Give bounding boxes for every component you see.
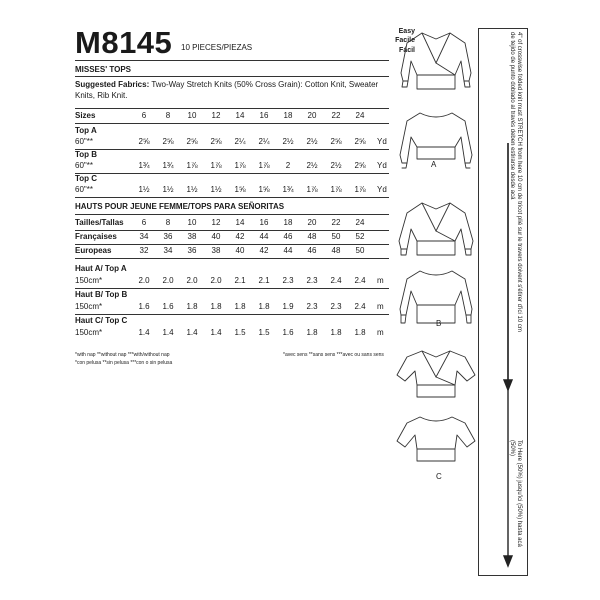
row-label: 60"** bbox=[75, 185, 93, 194]
size-row bbox=[75, 218, 395, 229]
garment-illustrations bbox=[395, 25, 477, 565]
table-cell: 40 bbox=[235, 246, 245, 255]
table-cell: 1⅞ bbox=[330, 185, 342, 194]
table-cell: 2.3 bbox=[306, 302, 318, 311]
table-cell: 1.4 bbox=[210, 328, 222, 337]
row-label: Françaises bbox=[75, 232, 117, 241]
difficulty-fr: Facile bbox=[395, 37, 415, 45]
table-cell: 48 bbox=[307, 232, 317, 241]
table-row bbox=[75, 161, 395, 172]
table-cell: 24 bbox=[355, 218, 365, 227]
table-cell: 2.4 bbox=[354, 276, 366, 285]
table-cell: 6 bbox=[141, 218, 147, 227]
table-cell: 1.8 bbox=[330, 328, 342, 337]
table-cell: 1.5 bbox=[258, 328, 270, 337]
unit-label: Yd bbox=[377, 185, 387, 194]
fabrics-text: Two-Way Stretch Knits (50% Cross Grain): Cotton Knit, Sweater Knits, Rib Knit. bbox=[75, 80, 379, 100]
table-row bbox=[75, 185, 395, 196]
sizes-row bbox=[75, 111, 395, 122]
table-cell: 20 bbox=[307, 111, 317, 120]
footnote-en: *with nap **without nap ***with/without nap bbox=[75, 352, 170, 358]
metric-heading: HAUTS POUR JEUNE FEMME/TOPS PARA SEÑORITAS bbox=[75, 202, 285, 211]
row-label: Top C bbox=[75, 174, 98, 183]
section-title: MISSES' TOPS bbox=[75, 65, 131, 74]
table-cell: 20 bbox=[307, 218, 317, 227]
table-cell: 18 bbox=[283, 218, 293, 227]
row-label: Sizes bbox=[75, 111, 96, 120]
table-cell: 1.8 bbox=[354, 328, 366, 337]
view-c-front-illustration bbox=[397, 351, 475, 397]
table-cell: 2½ bbox=[330, 161, 342, 170]
divider bbox=[75, 197, 389, 198]
divider bbox=[75, 244, 389, 245]
table-cell: 1¾ bbox=[138, 161, 150, 170]
table-cell: 36 bbox=[163, 232, 173, 241]
table-cell: 2.4 bbox=[354, 302, 366, 311]
table-cell: 40 bbox=[211, 232, 221, 241]
view-letter-a: A bbox=[431, 160, 437, 169]
table-row bbox=[75, 328, 395, 339]
table-cell: 2⅝ bbox=[186, 137, 198, 146]
table-cell: 38 bbox=[187, 232, 197, 241]
table-cell: 1.8 bbox=[306, 328, 318, 337]
view-a-front-illustration bbox=[401, 33, 471, 89]
unit-label: m bbox=[377, 276, 384, 285]
table-cell: 1⅞ bbox=[306, 185, 318, 194]
table-cell: 46 bbox=[307, 246, 317, 255]
row-label: Haut B/ Top B bbox=[75, 290, 128, 299]
view-letter-b: B bbox=[436, 319, 442, 328]
table-cell: 44 bbox=[283, 246, 293, 255]
pieces-count: 10 PIECES/PIEZAS bbox=[181, 43, 253, 52]
table-row bbox=[75, 137, 395, 148]
table-cell: 1.5 bbox=[234, 328, 246, 337]
divider bbox=[75, 60, 389, 61]
table-cell: 42 bbox=[259, 246, 269, 255]
table-cell: 1.9 bbox=[282, 302, 294, 311]
table-cell: 2⅝ bbox=[330, 137, 342, 146]
footnote-fr: *avec sens **sans sens ***avec ou sans sens bbox=[283, 352, 384, 358]
table-cell: 10 bbox=[187, 218, 197, 227]
view-row bbox=[75, 290, 395, 301]
stretch-gauge-end-label: To Here (50%) jusqu'ici (50%) hasta acá (50%) bbox=[508, 440, 522, 547]
table-cell: 48 bbox=[331, 246, 341, 255]
table-cell: 2¼ bbox=[258, 137, 270, 146]
table-cell: 46 bbox=[283, 232, 293, 241]
table-cell: 1.4 bbox=[186, 328, 198, 337]
table-cell: 1.6 bbox=[162, 302, 174, 311]
row-label: 150cm* bbox=[75, 302, 103, 311]
table-cell: 1½ bbox=[138, 185, 150, 194]
row-label: Haut A/ Top A bbox=[75, 264, 127, 273]
difficulty-en: Easy bbox=[398, 28, 415, 35]
table-cell: 34 bbox=[139, 232, 149, 241]
table-cell: 2.0 bbox=[162, 276, 174, 285]
view-row bbox=[75, 126, 395, 137]
table-cell: 16 bbox=[259, 218, 269, 227]
table-cell: 2.3 bbox=[282, 276, 294, 285]
table-cell: 50 bbox=[331, 232, 341, 241]
table-cell: 12 bbox=[211, 111, 221, 120]
table-cell: 1.8 bbox=[234, 302, 246, 311]
table-cell: 1⅞ bbox=[234, 161, 246, 170]
table-cell: 16 bbox=[259, 111, 269, 120]
row-label: Top B bbox=[75, 150, 98, 159]
divider bbox=[75, 214, 389, 215]
table-cell: 2.4 bbox=[330, 276, 342, 285]
table-cell: 2¼ bbox=[234, 137, 246, 146]
view-row bbox=[75, 150, 395, 161]
table-cell: 52 bbox=[355, 232, 365, 241]
view-row bbox=[75, 174, 395, 185]
suggested-fabrics bbox=[75, 80, 390, 102]
table-cell: 12 bbox=[211, 218, 221, 227]
difficulty-es: Fácil bbox=[399, 46, 415, 54]
table-cell: 8 bbox=[165, 111, 171, 120]
table-cell: 2⅝ bbox=[210, 137, 222, 146]
divider bbox=[75, 108, 389, 109]
table-cell: 6 bbox=[141, 111, 147, 120]
table-cell: 36 bbox=[187, 246, 197, 255]
table-cell: 2⅝ bbox=[138, 137, 150, 146]
table-cell: 1⅞ bbox=[210, 161, 222, 170]
unit-label: Yd bbox=[377, 137, 387, 146]
divider bbox=[75, 314, 389, 315]
table-cell: 10 bbox=[187, 111, 197, 120]
table-cell: 18 bbox=[283, 111, 293, 120]
table-cell: 1⅝ bbox=[258, 185, 270, 194]
table-cell: 2½ bbox=[306, 137, 318, 146]
table-cell: 2.1 bbox=[258, 276, 270, 285]
table-cell: 2.3 bbox=[330, 302, 342, 311]
table-cell: 1⅞ bbox=[354, 185, 366, 194]
table-cell: 1¾ bbox=[162, 161, 174, 170]
size-row bbox=[75, 246, 395, 257]
table-cell: 1⅝ bbox=[234, 185, 246, 194]
table-cell: 14 bbox=[235, 111, 245, 120]
row-label: Tailles/Tallas bbox=[75, 218, 124, 227]
divider bbox=[75, 230, 389, 231]
table-cell: 2½ bbox=[282, 137, 294, 146]
table-cell: 2 bbox=[285, 161, 291, 170]
table-cell: 1⅞ bbox=[186, 161, 198, 170]
table-cell: 2⅝ bbox=[354, 137, 366, 146]
table-cell: 1¾ bbox=[282, 185, 294, 194]
view-row bbox=[75, 316, 395, 327]
view-b-front-illustration bbox=[399, 203, 473, 255]
table-cell: 1½ bbox=[210, 185, 222, 194]
stretch-gauge-arrows bbox=[478, 28, 528, 576]
table-cell: 24 bbox=[355, 111, 365, 120]
table-cell: 1.8 bbox=[186, 302, 198, 311]
row-label: Haut C/ Top C bbox=[75, 316, 128, 325]
divider bbox=[75, 76, 389, 77]
row-label: 60"** bbox=[75, 137, 93, 146]
table-cell: 1.8 bbox=[258, 302, 270, 311]
fabrics-label: Suggested Fabrics: bbox=[75, 80, 150, 89]
row-label: 150cm* bbox=[75, 276, 103, 285]
table-cell: 1.4 bbox=[138, 328, 150, 337]
size-row bbox=[75, 232, 395, 243]
arrow-head-icon bbox=[504, 556, 512, 566]
table-cell: 2½ bbox=[306, 161, 318, 170]
table-cell: 34 bbox=[163, 246, 173, 255]
stretch-gauge-instructions: 4" of crosswise folded knit must STRETCH from here 10 cm de tricot plié sur le travers doivent s'étirer d'ici 10 cm de tejido de punto doblado al través deben estirarse desde acá bbox=[508, 32, 522, 332]
table-cell: 22 bbox=[331, 111, 341, 120]
divider bbox=[75, 288, 389, 289]
table-cell: 1.6 bbox=[138, 302, 150, 311]
footnote-es: *con pelusa **sin pelusa ***con o sin pelusa bbox=[75, 360, 173, 366]
table-cell: 1.6 bbox=[282, 328, 294, 337]
view-letter-c: C bbox=[436, 472, 442, 481]
pattern-number: M8145 bbox=[75, 25, 173, 60]
table-cell: 1.8 bbox=[210, 302, 222, 311]
table-cell: 42 bbox=[235, 232, 245, 241]
table-cell: 2.0 bbox=[210, 276, 222, 285]
table-cell: 2.0 bbox=[186, 276, 198, 285]
table-cell: 1½ bbox=[162, 185, 174, 194]
table-cell: 2⅝ bbox=[162, 137, 174, 146]
table-row bbox=[75, 302, 395, 313]
table-cell: 38 bbox=[211, 246, 221, 255]
table-cell: 2.0 bbox=[138, 276, 150, 285]
table-cell: 44 bbox=[259, 232, 269, 241]
table-cell: 50 bbox=[355, 246, 365, 255]
table-row bbox=[75, 276, 395, 287]
table-cell: 14 bbox=[235, 218, 245, 227]
row-label: Europeas bbox=[75, 246, 112, 255]
view-row bbox=[75, 264, 395, 275]
table-cell: 32 bbox=[139, 246, 149, 255]
table-cell: 1.4 bbox=[162, 328, 174, 337]
table-cell: 2.1 bbox=[234, 276, 246, 285]
table-cell: 1⅞ bbox=[258, 161, 270, 170]
row-label: 150cm* bbox=[75, 328, 103, 337]
table-cell: 2⅝ bbox=[354, 161, 366, 170]
table-cell: 2.3 bbox=[306, 276, 318, 285]
divider bbox=[75, 258, 389, 259]
unit-label: m bbox=[377, 328, 384, 337]
divider bbox=[75, 123, 389, 124]
unit-label: Yd bbox=[377, 161, 387, 170]
view-c-back-illustration bbox=[397, 417, 475, 461]
table-cell: 22 bbox=[331, 218, 341, 227]
table-cell: 1½ bbox=[186, 185, 198, 194]
table-cell: 8 bbox=[165, 218, 171, 227]
row-label: Top A bbox=[75, 126, 97, 135]
view-b-back-illustration bbox=[400, 271, 472, 323]
unit-label: m bbox=[377, 302, 384, 311]
row-label: 60"** bbox=[75, 161, 93, 170]
